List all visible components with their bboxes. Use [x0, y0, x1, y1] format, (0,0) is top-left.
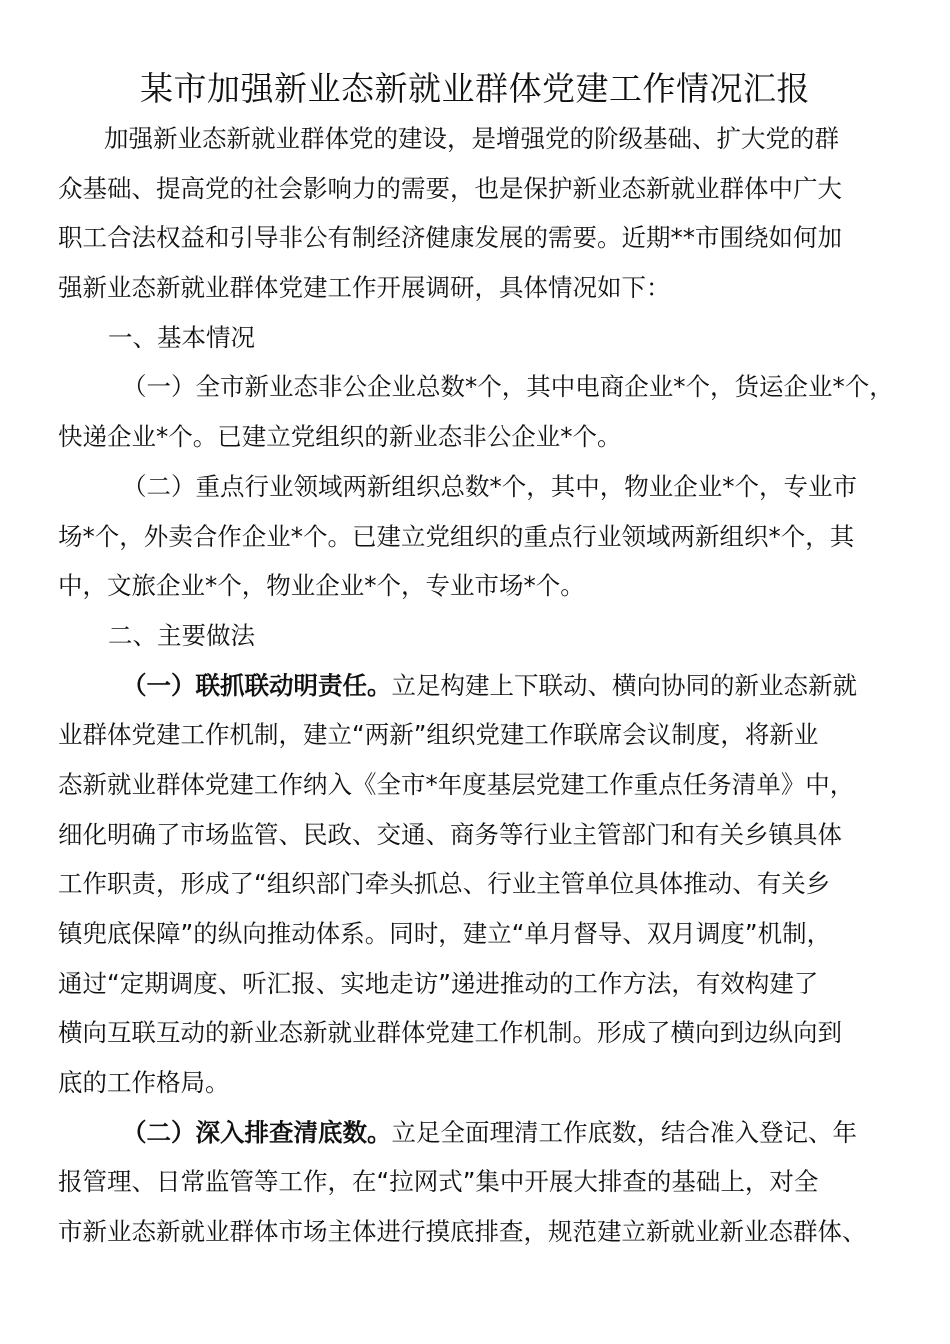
section-heading: 二、主要做法	[108, 620, 255, 650]
paragraph-line: 底的工作格局。	[58, 1068, 230, 1098]
paragraph-line	[58, 1108, 892, 1158]
paragraph-line: 强新业态新就业群体党建工作开展调研，具体情况如下：	[58, 273, 671, 303]
paragraph-line: 快递企业*个。已建立党组织的新业态非公企业*个。	[58, 422, 622, 452]
paragraph-line: 工作职责，形成了“组织部门牵头抓总、行业主管单位具体推动、有关乡	[58, 869, 831, 899]
paragraph-line: 横向互联互动的新业态新就业群体党建工作机制。形成了横向到边纵向到	[58, 1018, 842, 1048]
paragraph-line: 加强新业态新就业群体党的建设，是增强党的阶级基础、扩大党的群	[104, 124, 839, 153]
paragraph-line: 报管理、日常监管等工作，在“拉网式”集中开展大排查的基础上，对全	[58, 1167, 819, 1197]
paragraph-line: 业群体党建工作机制，建立“两新”组织党建工作联席会议制度，将新业	[58, 720, 819, 750]
paragraph-line: 态新就业群体党建工作纳入《全市*年度基层党建工作重点任务清单》中，	[58, 769, 855, 799]
paragraph-line: 中，文旅企业*个，物业企业*个，专业市场*个。	[58, 571, 585, 601]
paragraph-line: 市新业态新就业群体市场主体进行摸底排查，规范建立新就业新业态群体、	[58, 1217, 867, 1247]
paragraph-line: 细化明确了市场监管、民政、交通、商务等行业主管部门和有关乡镇具体	[58, 819, 842, 849]
paragraph-line: 场*个，外卖合作企业*个。已建立党组织的重点行业领域两新组织*个，其	[58, 521, 855, 551]
subsection-heading: （一）联抓联动明责任。	[122, 670, 392, 700]
paragraph-line: 职工合法权益和引导非公有制经济健康发展的需要。近期**市围绕如何加	[58, 223, 842, 253]
paragraph-line: （一）全市新业态非公企业总数*个，其中电商企业*个，货运企业*个，	[122, 372, 894, 402]
document-body	[58, 114, 892, 1257]
paragraph-line: 镇兜底保障”的纵向推动体系。同时，建立“单月督导、双月调度”机制，	[58, 919, 832, 948]
paragraph-text: 立足构建上下联动、横向协同的新业态新就	[391, 670, 857, 700]
section-heading: 一、基本情况	[108, 322, 255, 352]
document-title: 某市加强新业态新就业群体党建工作情况汇报	[140, 69, 810, 108]
paragraph-line	[58, 661, 892, 711]
subsection-heading: （二）深入排查清底数。	[122, 1117, 392, 1147]
paragraph-text: 立足全面理清工作底数，结合准入登记、年	[391, 1117, 857, 1147]
paragraph-line: 众基础、提高党的社会影响力的需要，也是保护新业态新就业群体中广大	[58, 173, 842, 203]
paragraph-line: （二）重点行业领域两新组织总数*个，其中，物业企业*个，专业市	[122, 471, 857, 501]
paragraph-line: 通过“定期调度、听汇报、实地走访”递进推动的工作方法，有效构建了	[58, 968, 819, 998]
